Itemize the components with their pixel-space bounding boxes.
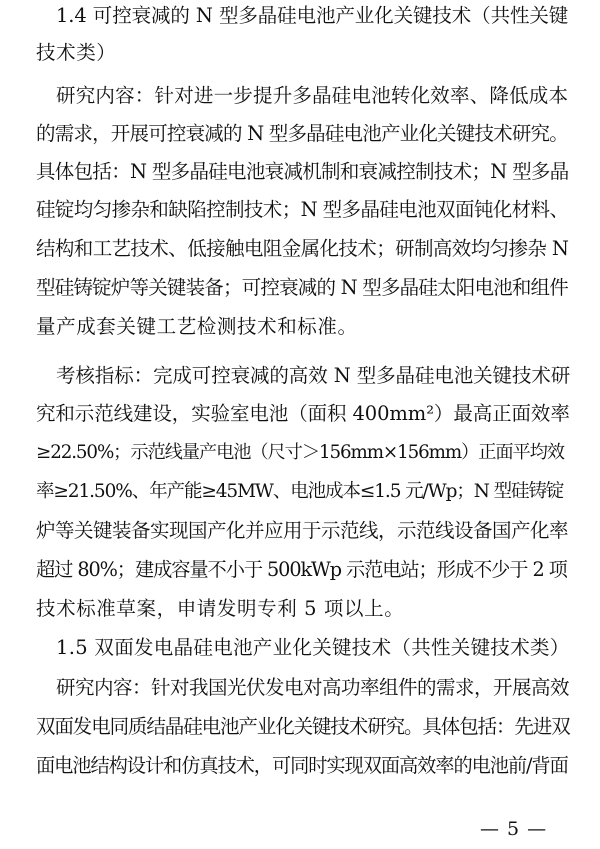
text-line: 硅锭均匀掺杂和缺陷控制技术；N 型多晶硅电池双面钝化材料、 [36, 198, 569, 221]
text-line: 炉等关键装备实现国产化并应用于示范线，示范线设备国产化率 [36, 519, 569, 542]
text-line: 型硅铸锭炉等关键装备；可控衰减的 N 型多晶硅太阳电池和组件 [36, 276, 568, 299]
text-line: 量产成套关键工艺检测技术和标准。 [36, 315, 358, 338]
text-line: 结构和工艺技术、低接触电阻金属化技术；研制高效均匀掺杂 N [36, 237, 569, 260]
text-line: 率≥21.50%、年产能≥45MW、电池成本≤1.5 元/Wp；N 型硅铸锭 [36, 481, 564, 502]
section-1-4-heading: 1.4 可控衰减的 N 型多晶硅电池产业化关键技术（共性关键 [56, 4, 569, 27]
text-line: 究和示范线建设，实验室电池（面积 400mm²）最高正面效率 [36, 402, 570, 425]
section-1-5-heading: 1.5 双面发电晶硅电池产业化关键技术（共性关键技术类） [56, 636, 570, 659]
text-line: 超过 80%；建成容量不小于 500kWp 示范电站；形成不少于 2 项 [36, 558, 567, 581]
text-line: 的需求，开展可控衰减的 N 型多晶硅电池产业化关键技术研究。 [36, 122, 568, 145]
text-line: 研究内容：针对我国光伏发电对高功率组件的需求，开展高效 [56, 676, 570, 699]
text-line: 面电池结构设计和仿真技术，可同时实现双面高效率的电池前/背面 [36, 754, 568, 777]
text-line: 具体包括：N 型多晶硅电池衰减机制和衰减控制技术；N 型多晶 [36, 160, 569, 183]
page-number: — 5 — [480, 818, 548, 840]
text-line: 考核指标：完成可控衰减的高效 N 型多晶硅电池关键技术研 [56, 364, 571, 387]
text-line: ≥22.50%；示范线量产电池（尺寸＞156mm×156mm）正面平均效 [36, 442, 564, 463]
text-line: 双面发电同质结晶硅电池产业化关键技术研究。具体包括：先进双 [36, 715, 570, 738]
text-line: 技术标准草案，申请发明专利 5 项以上。 [36, 597, 405, 620]
text-line: 研究内容：针对进一步提升多晶硅电池转化效率、降低成本 [56, 84, 569, 107]
section-1-4-heading-cont: 技术类） [36, 41, 117, 64]
